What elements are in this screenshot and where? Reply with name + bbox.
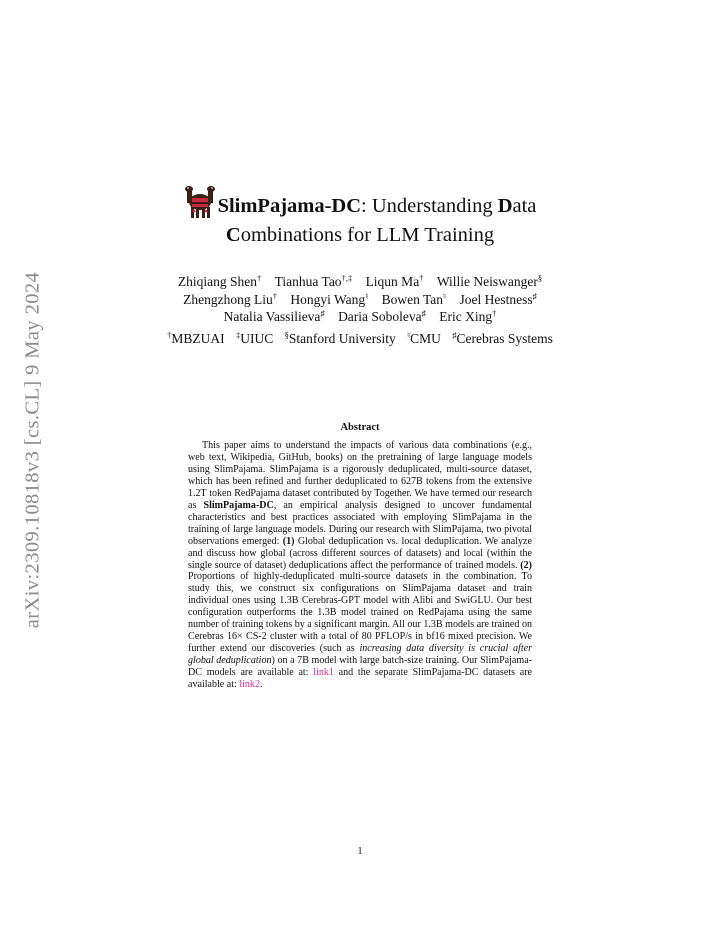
title-text: : Understanding xyxy=(361,195,498,217)
affiliation: †MBZUAI xyxy=(167,329,225,346)
title-line-2 xyxy=(160,221,560,250)
author: Joel Hestness♯ xyxy=(459,290,537,307)
abstract-heading: Abstract xyxy=(340,422,380,433)
author: Zhengzhong Liu† xyxy=(183,290,278,307)
abstract-section xyxy=(188,422,532,691)
arxiv-sidebar xyxy=(8,250,58,650)
arxiv-identifier: arXiv:2309.10818v3 [cs.CL] 9 May 2024 xyxy=(21,271,44,629)
affiliation: ♯Cerebras Systems xyxy=(452,329,553,346)
author-block xyxy=(120,273,600,347)
abstract-text: This paper aims to understand the impacts of various data combinations (e.g., web text, Wikipedia, GitHub, books) on the pretraining of large language models using SlimPajama. SlimPajama is a rigorously deduplicated, multi-source dataset, which has been refined and further deduplicated to 627B tokens from the extensive 1.2T token RedPajama dataset contributed by Together. We have termed our research as SlimPajama-DC, an empirical analysis designed to uncover fundamental characteristics and best practices associated with employing SlimPajama in the training of large language models. During our research with SlimPajama, two pivotal observations emerged: (1) Global deduplication vs. local deduplication. We analyze and discuss how global (across different sources of datasets) and local (within the single source of dataset) deduplications affect the performance of trained models. (2) Proportions of highly-deduplicated multi-source datasets in the combination. To study this, we construct six configurations on SlimPajama dataset and train individual ones using 1.3B Cerebras-GPT model with Alibi and SwiGLU. Our best configuration outperforms the 1.3B model trained on RedPajama using the same number of training tokens by a significant margin. All our 1.3B models are trained on Cerebras 16× CS-2 cluster with a total of 80 PFLOP/s in bf16 mixed precision. We further extend our discoveries (such as increasing data diversity is crucial after global deduplication) on a 7B model with large batch-size training. Our SlimPajama-DC models are available at: link1 and the separate SlimPajama-DC datasets are available at: link2. xyxy=(188,440,533,691)
page-number: 1 xyxy=(357,846,363,857)
author: Eric Xing† xyxy=(439,308,497,324)
title-bold-letter: C xyxy=(225,224,241,246)
title-line-1 xyxy=(160,183,560,221)
affiliation: ‡UIUC xyxy=(235,329,274,346)
link1[interactable]: link1 xyxy=(313,667,334,679)
title-bold-name: SlimPajama-DC xyxy=(217,195,362,217)
affiliation: ♮CMU xyxy=(407,329,441,346)
author-line-3 xyxy=(120,308,600,326)
pajama-llama-logo-icon xyxy=(184,183,216,221)
author: Bowen Tan♮ xyxy=(381,290,447,307)
title-bold-letter: D xyxy=(497,195,513,217)
affiliation: §Stanford University xyxy=(284,329,396,346)
author: Hongyi Wang♮ xyxy=(290,290,369,307)
author: Zhiqiang Shen† xyxy=(177,273,262,289)
author: Natalia Vassilieva♯ xyxy=(223,308,325,324)
author: Daria Soboleva♯ xyxy=(338,308,426,324)
author: Liqun Ma† xyxy=(365,273,424,289)
author-line-2 xyxy=(120,291,600,309)
title-text: ata xyxy=(512,195,537,217)
author: Willie Neiswanger§ xyxy=(436,273,543,289)
title-text: ombinations for LLM Training xyxy=(240,224,495,246)
affiliations xyxy=(120,330,600,348)
link2[interactable]: link2 xyxy=(239,679,260,691)
author: Tianhua Tao†,‡ xyxy=(274,273,353,289)
author-line-1 xyxy=(120,273,600,291)
paper-title xyxy=(160,183,560,250)
